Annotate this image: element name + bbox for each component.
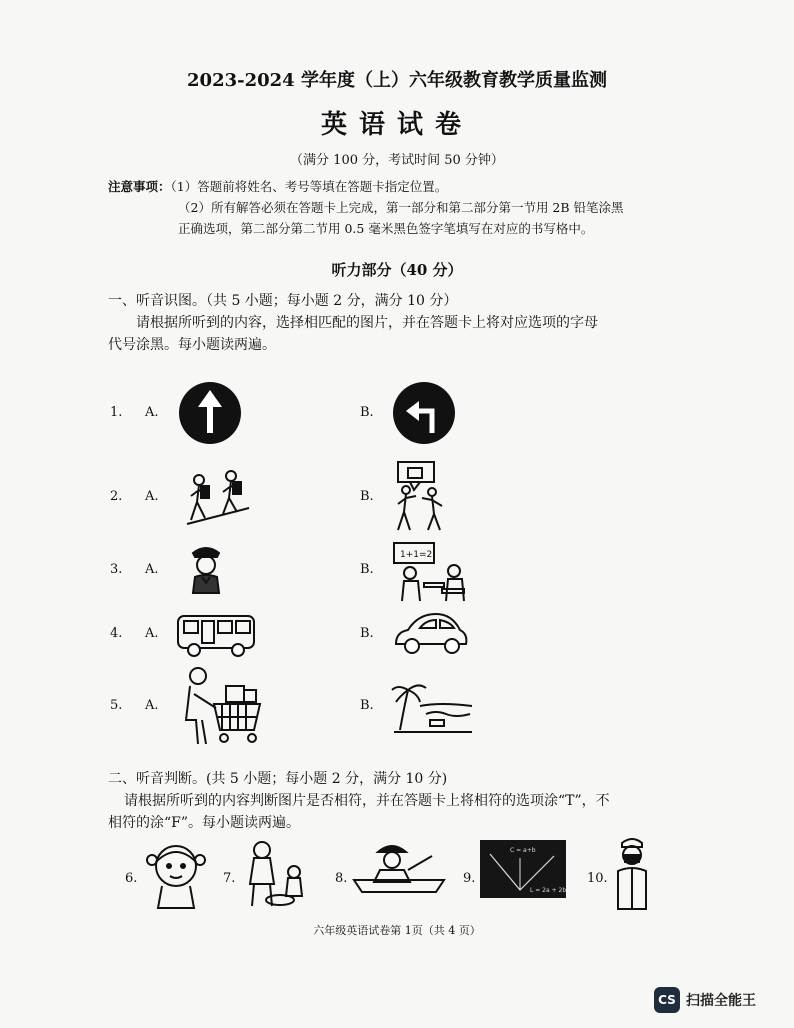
- question-1-option-a: A.: [145, 405, 159, 420]
- question-3-option-b: B.: [360, 562, 374, 577]
- bus-icon: [176, 612, 256, 658]
- scanner-watermark: [654, 986, 756, 1014]
- question-10-number: 10.: [587, 871, 608, 886]
- score-note: （满分 100 分，考试时间 50 分钟）: [290, 153, 504, 168]
- part1-instruction-line1: 请根据所听到的内容，选择相匹配的图片，并在答题卡上将对应选项的字母: [136, 315, 598, 331]
- question-6-number: 6.: [125, 871, 138, 886]
- board-text: 1+1=2: [400, 550, 433, 560]
- part2-instruction-line1: 请根据所听到的内容判断图片是否相符，并在答题卡上将相符的选项涂“T”，不: [124, 793, 610, 809]
- part1-instruction-line2: 代号涂黑。每小题读两遍。: [108, 337, 276, 353]
- question-2-option-a: A.: [145, 489, 159, 504]
- question-5-number: 5.: [110, 698, 123, 713]
- question-9-number: 9.: [463, 871, 476, 886]
- exam-title: 2023-2024 学年度（上）六年级教育教学质量监测: [187, 70, 607, 91]
- question-3-option-a: A.: [145, 562, 159, 577]
- question-4-option-b: B.: [360, 626, 374, 641]
- car-icon: [392, 610, 470, 656]
- question-2-number: 2.: [110, 489, 123, 504]
- question-5-option-a: A.: [145, 698, 159, 713]
- question-5-option-b: B.: [360, 698, 374, 713]
- question-7-number: 7.: [223, 871, 236, 886]
- basketball-icon: [392, 460, 448, 534]
- girl-icon: [146, 840, 206, 910]
- subject-title: 英语试卷: [320, 110, 473, 140]
- notes-block: [108, 176, 688, 239]
- question-3-number: 3.: [110, 562, 123, 577]
- arrow-up-sign-icon: [178, 381, 242, 445]
- beach-icon: [390, 680, 474, 734]
- notes-label: 注意事项：: [108, 179, 171, 194]
- question-1-option-b: B.: [360, 405, 374, 420]
- part2-instruction-line2: 相符的涂“F”。每小题读两遍。: [108, 815, 301, 831]
- fisherman-icon: [352, 840, 446, 896]
- shopping-cart-icon: [176, 664, 272, 748]
- page-footer: 六年级英语试卷第 1页（共 4 页）: [313, 924, 481, 937]
- note-item-1: （1）答题前将姓名、考号等填在答题卡指定位置。: [170, 179, 448, 194]
- classroom-icon: [392, 541, 468, 603]
- board-formula-1: C = a+b: [510, 847, 536, 854]
- note-item-2-line2: 正确选项，第二部分第二节用 0.5 毫米黑色签字笔填写在对应的书写格中。: [178, 221, 594, 236]
- board-formula-2: L = 2a + 2b: [530, 887, 566, 894]
- question-4-option-a: A.: [145, 626, 159, 641]
- part1-title: 一、听音识图。（共 5 小题；每小题 2 分，满分 10 分）: [108, 293, 458, 309]
- note-item-2-line1: （2）所有解答必须在答题卡上完成，第一部分和第二部分第一节用 2B 铅笔涂黑: [178, 200, 624, 215]
- family-icon: [240, 838, 312, 908]
- part2-title: 二、听音判断。(共 5 小题；每小题 2 分，满分 10 分): [108, 771, 448, 787]
- question-8-number: 8.: [335, 871, 348, 886]
- listening-heading: 听力部分（40 分）: [331, 261, 463, 279]
- math-blackboard-icon: [480, 840, 566, 898]
- police-officer-icon: [187, 543, 225, 595]
- question-4-number: 4.: [110, 626, 123, 641]
- doctor-icon: [612, 835, 652, 911]
- question-1-number: 1.: [110, 405, 123, 420]
- question-2-option-b: B.: [360, 489, 374, 504]
- hiking-icon: [183, 468, 253, 528]
- turn-left-sign-icon: [392, 381, 456, 445]
- watermark-label: 扫描全能王: [686, 993, 756, 1009]
- camscanner-logo-icon: CS: [654, 987, 680, 1013]
